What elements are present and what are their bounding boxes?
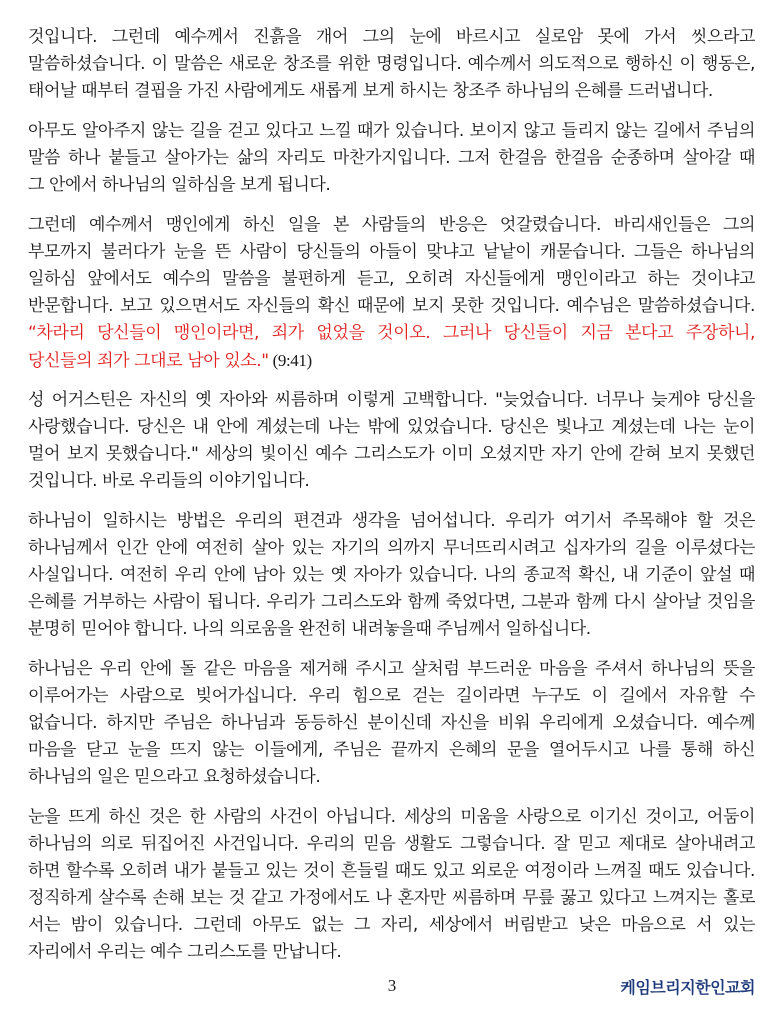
line-text: 눈을 뜨게 하신 것은 한 사람의 사건이 아닙니다. 세상의 미움을 사랑으로 이기신 것이고, 어둠이 xyxy=(28,807,755,827)
line-text: 일하심 앞에서도 예수의 말씀을 불편하게 듣고, 오히려 자신들에게 맹인이라고 하는 것이냐고 xyxy=(28,269,755,289)
line-text: 말씀 하나 붙들고 살아가는 삶의 자리도 마찬가지입니다. 그저 한걸음 한걸음 순종하며 살아갈 때 xyxy=(28,148,755,168)
line-text: 분명히 믿어야 합니다. 나의 의로움을 완전히 내려놓을때 주님께서 일하십니다. xyxy=(28,619,591,639)
text-line xyxy=(28,710,755,737)
line-text: 그런데 예수께서 맹인에게 하신 일을 본 사람들의 반응은 엇갈렸습니다. 바리새인들은 그의 xyxy=(28,215,755,235)
line-text: 성 어거스틴은 자신의 옛 자아와 씨름하며 이렇게 고백합니다. "늦었습니다. 너무나 늦게야 당신을 xyxy=(28,390,755,410)
text-line xyxy=(28,858,755,885)
page-number: 3 xyxy=(387,976,397,995)
line-text: 태어날 때부터 결핍을 가진 사람에게도 새롭게 보게 하시는 창조주 하나님의 은혜를 드러냅니다. xyxy=(28,81,713,101)
text-line xyxy=(28,885,755,912)
text-line xyxy=(28,387,755,414)
text-line xyxy=(28,508,755,535)
church-name: 케임브리지한인교회 xyxy=(620,978,755,997)
scripture-quote: 당신들의 죄가 그대로 남아 있소." xyxy=(28,351,269,371)
scripture-reference: (9:41) xyxy=(268,351,312,370)
text-line xyxy=(28,293,755,320)
line-text: 말씀하셨습니다. 이 말씀은 새로운 창조를 위한 명령입니다. 예수께서 의도적으로 행하신 이 행동은, xyxy=(28,54,755,74)
line-text: 하나님의 의로 뒤집어진 사건입니다. 우리의 믿음 생활도 그렇습니다. 잘 믿고 제대로 살아내려고 xyxy=(28,834,755,854)
line-text: 마음을 닫고 눈을 뜨지 않는 이들에게, 주님은 끝까지 은혜의 문을 열어두시고 나를 통해 하신 xyxy=(28,740,755,760)
text-line xyxy=(28,78,755,105)
text-line xyxy=(28,239,755,266)
line-text: 것입니다. 바로 우리들의 이야기입니다. xyxy=(28,471,310,491)
line-text: 하나님의 일은 믿으라고 요청하셨습니다. xyxy=(28,767,321,787)
paragraph xyxy=(28,508,755,643)
paragraph xyxy=(28,118,755,199)
text-line xyxy=(28,939,755,966)
line-text: 하면 할수록 오히려 내가 붙들고 있는 것이 흔들릴 때도 있고 외로운 여정이라 느껴질 때도 있습니다. xyxy=(28,861,755,881)
paragraph xyxy=(28,656,755,791)
line-text: 하나님은 우리 안에 돌 같은 마음을 제거해 주시고 살처럼 부드러운 마음을 주셔서 하나님의 뜻을 xyxy=(28,659,755,679)
text-line xyxy=(28,616,755,643)
document-body xyxy=(28,24,755,979)
text-line xyxy=(28,118,755,145)
line-text: 정직하게 살수록 손해 보는 것 같고 가정에서도 나 혼자만 씨름하며 무릎 꿇고 있다고 느껴지는 홀로 xyxy=(28,888,755,908)
line-text: 그 안에서 하나님의 일하심을 보게 됩니다. xyxy=(28,175,331,195)
line-text: 사실입니다. 여전히 우리 안에 남아 있는 옛 자아가 있습니다. 나의 종교적 확신, 내 기준이 앞설 때 xyxy=(28,565,755,585)
line-text: 부모까지 불러다가 눈을 뜬 사람이 당신들의 아들이 맞냐고 낱낱이 캐묻습니다. 그들은 하나님의 xyxy=(28,242,755,262)
paragraph xyxy=(28,24,755,105)
text-line xyxy=(28,804,755,831)
text-line xyxy=(28,535,755,562)
paragraph xyxy=(28,212,755,374)
text-line xyxy=(28,24,755,51)
line-text: 것입니다. 그런데 예수께서 진흙을 개어 그의 눈에 바르시고 실로암 못에 가서 씻으라고 xyxy=(28,27,755,47)
paragraph xyxy=(28,804,755,966)
text-line xyxy=(28,266,755,293)
line-text: 없습니다. 하지만 주님은 하나님과 동등하신 분이신데 자신을 비워 우리에게 오셨습니다. 예수께 xyxy=(28,713,755,733)
line-text: 은혜를 거부하는 사람이 됩니다. 우리가 그리스도와 함께 죽었다면, 그분과 함께 다시 살아날 것임을 xyxy=(28,592,755,612)
text-line xyxy=(28,656,755,683)
line-text: 서는 밤이 있습니다. 그런데 아무도 없는 그 자리, 세상에서 버림받고 낮은 마음으로 서 있는 xyxy=(28,915,755,935)
line-text: 이루어가는 사람으로 빚어가십니다. 우리 힘으로 걷는 길이라면 누구도 이 길에서 자유할 수 xyxy=(28,686,755,706)
line-text: 하나님께서 인간 안에 여전히 살아 있는 자기의 의까지 무너뜨리시려고 십자가의 길을 이루셨다는 xyxy=(28,538,755,558)
text-line xyxy=(28,764,755,791)
text-line xyxy=(28,562,755,589)
line-text: 하나님이 일하시는 방법은 우리의 편견과 생각을 넘어섭니다. 우리가 여기서 주목해야 할 것은 xyxy=(28,511,755,531)
text-line xyxy=(28,414,755,441)
line-text: 멀어 보지 못했습니다." 세상의 빛이신 예수 그리스도가 이미 오셨지만 자기 안에 갇혀 보지 못했던 xyxy=(28,444,755,464)
line-text: 자리에서 우리는 예수 그리스도를 만납니다. xyxy=(28,942,342,962)
text-line xyxy=(28,212,755,239)
text-line xyxy=(28,831,755,858)
line-text: 아무도 알아주지 않는 길을 걷고 있다고 느낄 때가 있습니다. 보이지 않고 들리지 않는 길에서 주님의 xyxy=(28,121,755,141)
text-line xyxy=(28,320,755,347)
text-line xyxy=(28,51,755,78)
line-text: 반문합니다. 보고 있으면서도 자신들의 확신 때문에 보지 못한 것입니다. 예수님은 말씀하셨습니다. xyxy=(28,296,755,316)
paragraph xyxy=(28,387,755,495)
text-line xyxy=(28,589,755,616)
text-line xyxy=(28,172,755,199)
text-line xyxy=(28,145,755,172)
text-line xyxy=(28,683,755,710)
text-line xyxy=(28,737,755,764)
text-line xyxy=(28,441,755,468)
scripture-quote: “차라리 당신들이 맹인이라면, 죄가 없었을 것이오. 그러나 당신들이 지금 본다고 주장하니, xyxy=(28,323,755,343)
line-text: 사랑했습니다. 당신은 내 안에 계셨는데 나는 밖에 있었습니다. 당신은 빛나고 계셨는데 나는 눈이 xyxy=(28,417,755,437)
text-line xyxy=(28,912,755,939)
text-line xyxy=(28,347,755,374)
text-line xyxy=(28,468,755,495)
